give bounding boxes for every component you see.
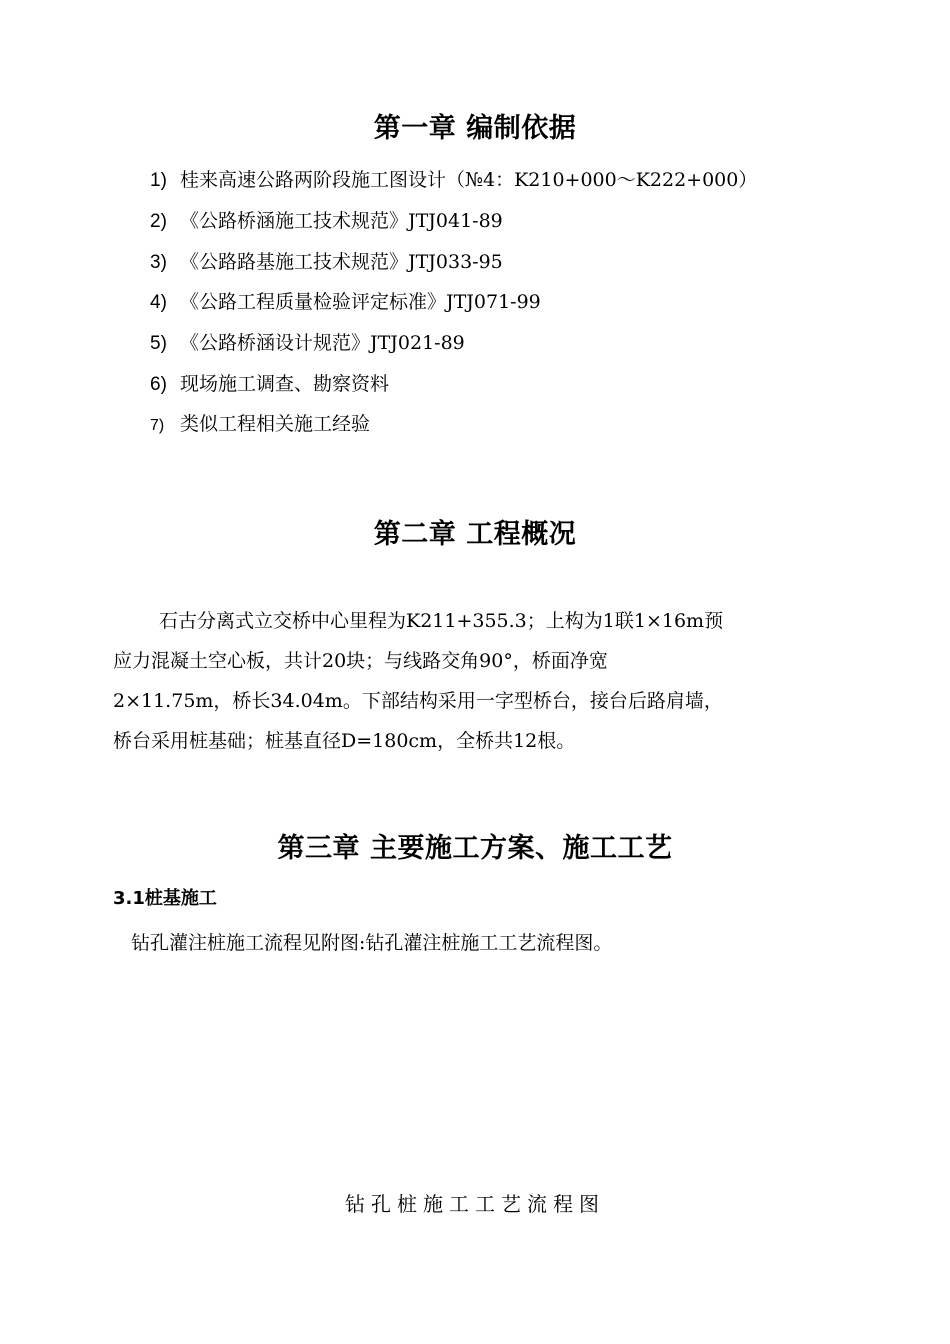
reference-item-number: 6) [150, 374, 167, 395]
reference-item [150, 328, 465, 355]
reference-item-text: 《公路桥涵施工技术规范》JTJ041-89 [180, 210, 503, 232]
reference-item-number: 7) [150, 417, 165, 434]
reference-item-number: 3) [150, 252, 167, 273]
reference-item [150, 369, 389, 396]
flowchart-title: 钻孔桩施工工艺流程图 [345, 1192, 605, 1216]
reference-item-text: 现场施工调查、勘察资料 [180, 373, 390, 395]
overview-line: 桥台采用桩基础；桩基直径D=180cm，全桥共12根。 [113, 730, 576, 752]
overview-line: 2×11.75m，桥长34.04m。下部结构采用一字型桥台，接台后路肩墙， [113, 690, 723, 712]
reference-item [150, 165, 757, 192]
reference-item-text: 《公路路基施工技术规范》JTJ033-95 [180, 251, 503, 273]
reference-item [150, 287, 541, 314]
chapter3-title: 第三章 主要施工方案、施工工艺 [277, 833, 673, 864]
overview-line: 应力混凝土空心板，共计20块；与线路交角90°，桥面净宽 [113, 650, 608, 672]
reference-item-number: 5) [150, 333, 167, 354]
reference-item-number: 2) [150, 211, 167, 232]
project-overview-paragraph [113, 601, 828, 761]
reference-item [150, 247, 503, 274]
reference-item [150, 409, 370, 436]
chapter1-title: 第一章 编制依据 [373, 113, 577, 144]
reference-item-number: 1) [150, 170, 167, 191]
reference-item [150, 206, 503, 233]
reference-item-text: 类似工程相关施工经验 [180, 413, 371, 435]
overview-line: 石古分离式立交桥中心里程为K211+355.3；上构为1联1×16m预 [159, 610, 724, 632]
reference-item-text: 《公路工程质量检验评定标准》JTJ071-99 [180, 291, 541, 313]
chapter2-title: 第二章 工程概况 [373, 519, 577, 550]
reference-item-number: 4) [150, 292, 167, 313]
section-title-pile-foundation: 3.1桩基施工 [113, 888, 217, 909]
section-text: 钻孔灌注桩施工流程见附图:钻孔灌注桩施工工艺流程图。 [131, 932, 613, 954]
reference-item-text: 《公路桥涵设计规范》JTJ021-89 [180, 332, 465, 354]
reference-item-text: 桂来高速公路两阶段施工图设计（№4：K210+000～K222+000） [180, 169, 758, 191]
